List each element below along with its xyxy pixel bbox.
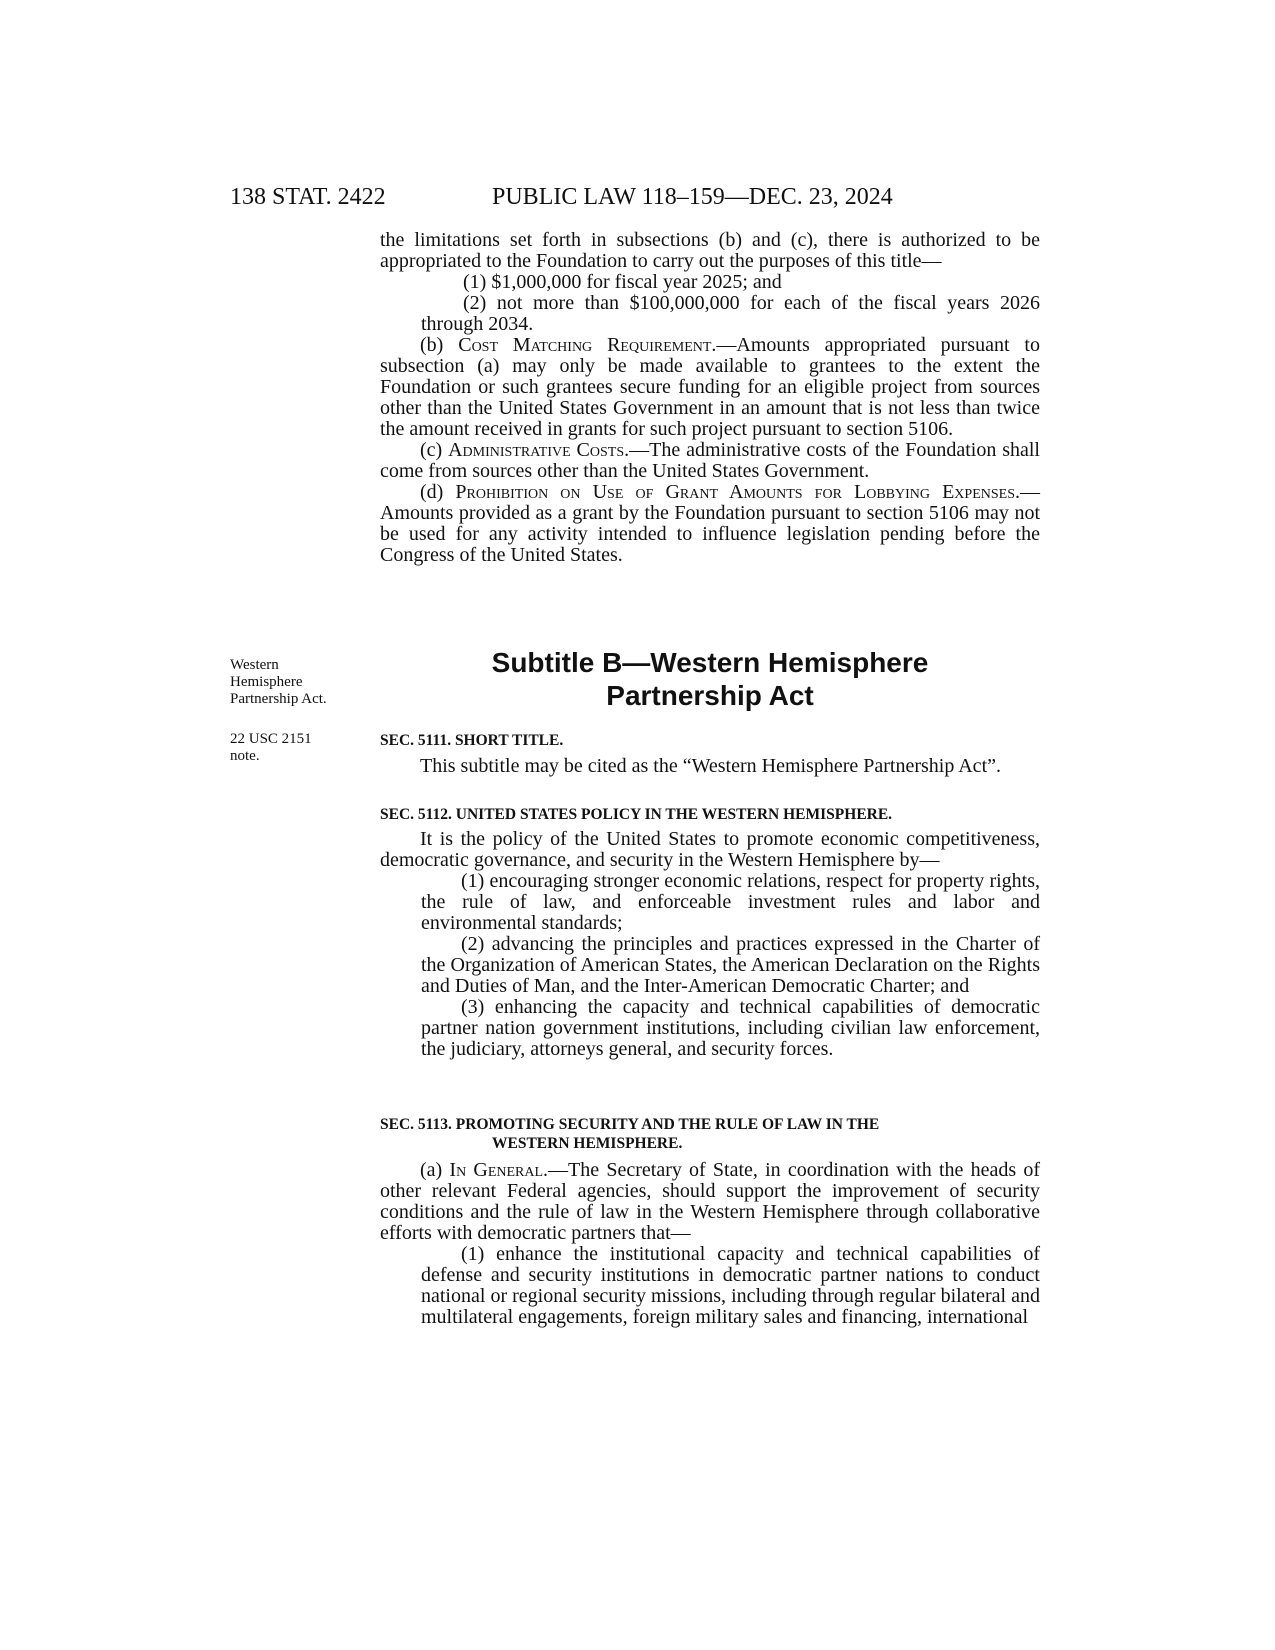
public-law-header: PUBLIC LAW 118–159—DEC. 23, 2024 [492, 184, 893, 210]
appropriations-intro: the limitations set forth in subsections (b) and (c), there is authorized to be appropriated to the Foundation to carry out the purposes of this title— [380, 229, 1040, 272]
sec-5111-text: This subtitle may be cited as the “Western Hemisphere Partnership Act”. [420, 755, 1001, 777]
subsection-c-text: —The administrative costs of the Foundation shall come from sources other than the United States Government. [380, 439, 1040, 482]
appropriations-item-1: (1) $1,000,000 for fiscal year 2025; and [463, 271, 782, 293]
subsection-d [380, 482, 1040, 566]
sec-5113-heading-line-2: WESTERN HEMISPHERE. [492, 1135, 683, 1152]
subtitle-heading [380, 646, 1040, 712]
sec-5111-body [380, 756, 1040, 777]
sec-5113-heading [380, 1115, 1040, 1153]
appropriations-item-2: (2) not more than $100,000,000 for each of the fiscal years 2026 through 2034. [421, 292, 1040, 335]
sec-5111-heading: SEC. 5111. SHORT TITLE. [380, 732, 564, 749]
subtitle-line-2: Partnership Act [606, 680, 814, 711]
stat-reference: 138 STAT. 2422 [230, 184, 386, 210]
subsection-b-label: (b) [420, 334, 459, 356]
sec-5112-item-2: (2) advancing the principles and practices expressed in the Charter of the Organization of American States, the American Declaration on the Rights and Duties of Man, and the Inter-American Democratic Charter; and [421, 933, 1040, 997]
subtitle-line-1: Subtitle B—Western Hemisphere [491, 647, 929, 678]
sec-5112-body [380, 829, 1040, 1060]
margin-note-short-title: Western Hemisphere Partnership Act. [230, 657, 327, 707]
sec-5112-item-1: (1) encouraging stronger economic relations, respect for property rights, the rule of law, and enforceable investment rules and labor and environmental standards; [421, 870, 1040, 934]
sec-5113-a-label: (a) [420, 1159, 450, 1181]
sec-5113-body [380, 1160, 1040, 1328]
subsection-c [380, 440, 1040, 482]
subsection-b-text: —Amounts appropriated pursuant to subsection (a) may only be made available to grantees to the extent the Foundation or such grantees secure funding for an eligible project from sources other than the United States Government in an amount that is not less than twice the amount received in grants for such project pursuant to section 5106. [380, 334, 1040, 440]
subsection-d-heading: Prohibition on Use of Grant Amounts for Lobbying Expenses. [455, 481, 1020, 503]
subsection-b [380, 335, 1040, 440]
sec-5112-item-3: (3) enhancing the capacity and technical capabilities of democratic partner nation government institutions, including civilian law enforcement, the judiciary, attorneys general, and security forces. [421, 996, 1040, 1060]
sec-5113-subsection-a [380, 1160, 1040, 1244]
sec-5112-heading: SEC. 5112. UNITED STATES POLICY IN THE WESTERN HEMISPHERE. [380, 806, 893, 823]
appropriations-block [380, 230, 1040, 566]
subsection-c-heading: Administrative Costs. [448, 439, 630, 461]
subsection-d-text: —Amounts provided as a grant by the Foundation pursuant to section 5106 may not be used for any activity intended to influence legislation pending before the Congress of the United States. [380, 481, 1040, 566]
margin-note-usc: 22 USC 2151 note. [230, 731, 312, 764]
sec-5113-heading-line-1: SEC. 5113. PROMOTING SECURITY AND THE RULE OF LAW IN THE [380, 1116, 880, 1133]
sec-5112-intro: It is the policy of the United States to promote economic competitiveness, democratic governance, and security in the Western Hemisphere by— [380, 828, 1040, 871]
subsection-c-label: (c) [420, 439, 449, 461]
sec-5113-a-text: —The Secretary of State, in coordination with the heads of other relevant Federal agencies, should support the improvement of security conditions and the rule of law in the Western Hemisphere through collaborative efforts with democratic partners that— [380, 1159, 1040, 1244]
subsection-d-label: (d) [420, 481, 456, 503]
sec-5113-a-heading: In General. [449, 1159, 549, 1181]
subsection-b-heading: Cost Matching Requirement. [458, 334, 717, 356]
sec-5113-item-1: (1) enhance the institutional capacity and technical capabilities of defense and security institutions in democratic partner nations to conduct national or regional security missions, including through regular bilateral and multilateral engagements, foreign military sales and financing, international [421, 1243, 1040, 1328]
